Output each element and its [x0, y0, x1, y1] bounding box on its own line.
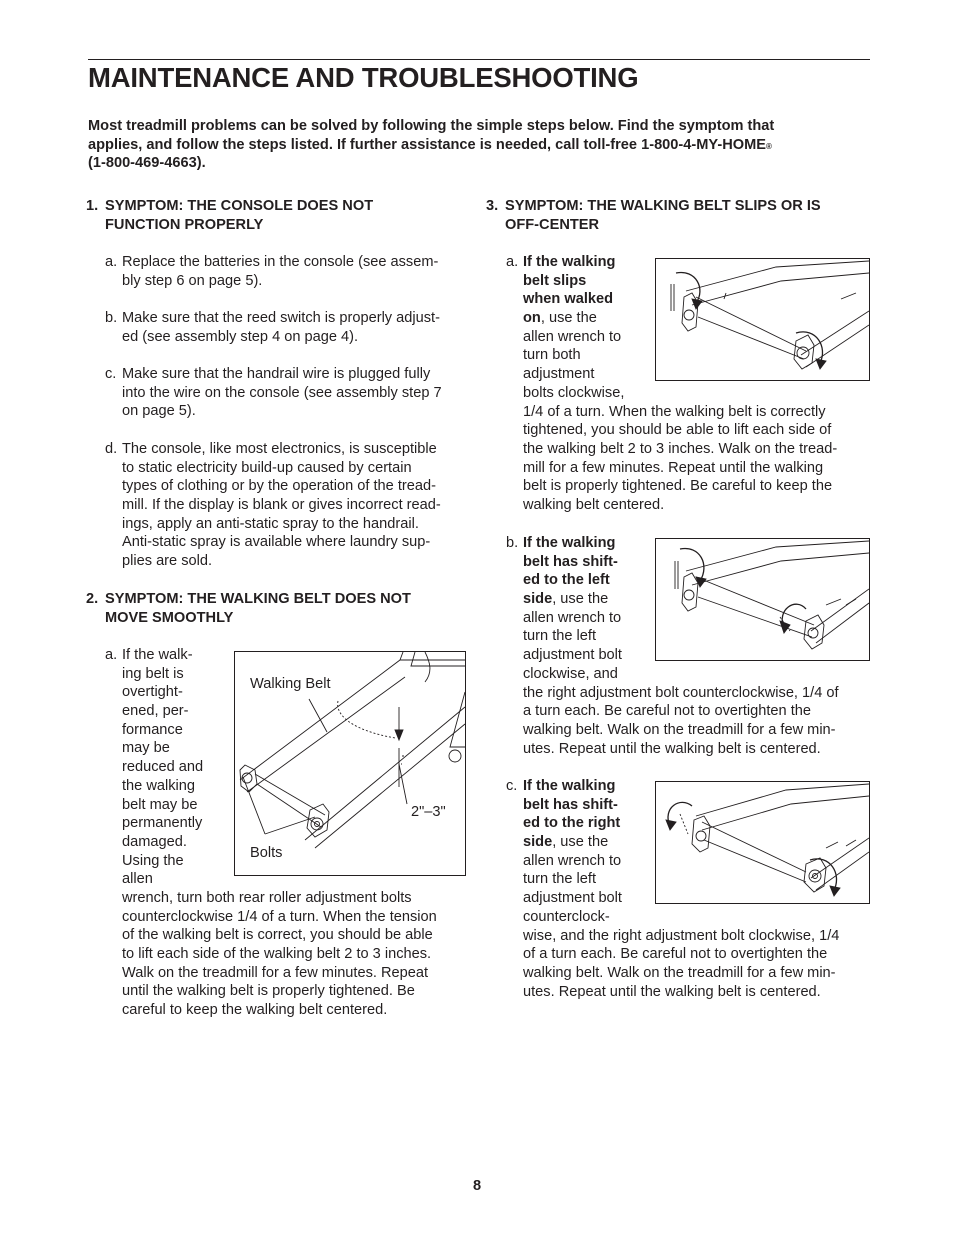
step-text-line: If the walk- [122, 647, 193, 663]
symptom-1-step-a [105, 253, 439, 290]
left-bolt-clockwise-diagram [655, 538, 870, 661]
both-bolts-clockwise-icon [656, 259, 869, 380]
step-text-line: ing belt is [122, 665, 184, 682]
step-text-line: belt may be [122, 796, 198, 813]
step-text-line: Make sure that the reed switch is properly adjust- [122, 310, 440, 326]
step-text-line: turn the left [523, 871, 597, 888]
step-text-line: mill. If the display is blank or gives incorrect read- [122, 497, 441, 514]
step-marker: c. [506, 778, 518, 794]
step-text-line: utes. Repeat until the walking belt is centered. [523, 983, 821, 1000]
step-text-line: allen wrench to [523, 852, 622, 869]
step-text-line: of the walking belt is correct, you should be able [122, 927, 433, 944]
step-text-line: wise, and the right adjustment bolt clockwise, 1/4 [523, 927, 840, 944]
walking-belt-label: Walking Belt [250, 676, 331, 692]
step-marker: d. [105, 441, 118, 457]
intro-line-3: (1-800-469-4663). [88, 155, 206, 172]
step-text-line: careful to keep the walking belt centered. [122, 1002, 388, 1019]
symptom-3-heading [486, 197, 876, 237]
step-marker: b. [105, 310, 118, 326]
step-text-line: Anti-static spray is available where laundry sup- [122, 534, 431, 551]
step-text-line: types of clothing or by the operation of the tread- [122, 478, 436, 495]
step-text-line: on page 5). [122, 403, 196, 420]
symptom-number: 1. [86, 198, 99, 214]
both-bolts-clockwise-diagram [655, 258, 870, 381]
step-marker: a. [105, 254, 118, 270]
symptom-title-line: SYMPTOM: THE CONSOLE DOES NOT [105, 198, 374, 214]
step-text-line: adjustment bolt [523, 647, 622, 664]
step-text-line: If the walking [523, 535, 616, 551]
step-marker: b. [506, 535, 519, 551]
step-text-line: until the walking belt is properly tightened. Be [122, 983, 415, 1000]
step-text-line: when walked [523, 291, 614, 308]
lift-distance-label: 2"–3" [411, 804, 446, 820]
symptom-number: 2. [86, 591, 99, 607]
step-text-line: Using the [122, 852, 184, 869]
symptom-title-line: SYMPTOM: THE WALKING BELT SLIPS OR IS [505, 198, 821, 214]
header-rule [88, 59, 870, 60]
symptom-2-heading [86, 590, 466, 630]
step-text-line: bolts clockwise, [523, 384, 625, 401]
step-text-line: mill for a few minutes. Repeat until the walking [523, 459, 824, 476]
step-text-line: If the walking [523, 778, 616, 794]
symptom-title-line: MOVE SMOOTHLY [105, 609, 234, 626]
step-text-line: reduced and [122, 759, 204, 776]
step-text-line: adjustment [523, 366, 595, 383]
step-text-line: to lift each side of the walking belt 2 to 3 inches. [122, 946, 432, 962]
step-text-line: to static electricity build-up caused by certain [122, 459, 412, 476]
intro-line-2: applies, and follow the steps listed. If further assistance is needed, call toll-free 1-800-4-MY-HOME® [88, 136, 772, 153]
step-text-line: ings, apply an anti-static spray to the handrail. [122, 515, 419, 532]
step-text-line: a turn each. Be careful not to overtighten the [523, 703, 812, 720]
step-text-line: belt is properly tightened. Be careful to keep the [523, 478, 833, 495]
treadmill-belt-diagram [234, 651, 466, 876]
intro-line-1: Most treadmill problems can be solved by following the simple steps below. Find the symptom that [88, 118, 775, 134]
step-text-line: clockwise, and [523, 665, 618, 682]
step-text-line: belt has shift- [523, 553, 618, 570]
right-bolt-clockwise-icon [656, 782, 869, 903]
step-marker: a. [506, 254, 519, 270]
treadmill-belt-icon [235, 652, 465, 875]
step-text-line: tightened, you should be able to lift each side of [523, 422, 832, 439]
step-text-line: side, use the [523, 834, 609, 851]
bolts-label: Bolts [250, 845, 283, 861]
symptom-title-line: FUNCTION PROPERLY [105, 216, 264, 233]
step-text-line: overtight- [122, 684, 183, 701]
step-text-line: damaged. [122, 833, 187, 850]
step-text-line: into the wire on the console (see assembly step 7 [122, 384, 442, 401]
step-text-line: walking belt. Walk on the treadmill for a few min- [523, 964, 836, 981]
step-text-line: The console, like most electronics, is susceptible [122, 441, 437, 457]
right-bolt-clockwise-diagram [655, 781, 870, 904]
step-text-line: ed to the right [523, 815, 621, 832]
symptom-1-heading [86, 197, 466, 237]
step-text-line: bly step 6 on page 5). [122, 272, 263, 289]
step-text-line: the walking belt 2 to 3 inches. Walk on the tread- [523, 440, 838, 457]
step-text-line: walking belt. Walk on the treadmill for a few min- [523, 721, 836, 738]
step-text-line: walking belt centered. [523, 496, 665, 513]
symptom-1-step-d [105, 440, 441, 571]
step-text-line: 1/4 of a turn. When the walking belt is correctly [523, 403, 826, 420]
step-text-line: turn both [523, 347, 581, 364]
step-text-line: plies are sold. [122, 553, 213, 570]
symptom-number: 3. [486, 198, 499, 214]
step-text-line: Make sure that the handrail wire is plugged fully [122, 366, 431, 382]
step-text-line: on, use the [523, 310, 597, 327]
step-text-line: belt has shift- [523, 796, 618, 813]
step-text-line: belt slips [523, 272, 587, 289]
step-text-line: ened, per- [122, 703, 189, 720]
step-text-line: counterclockwise 1/4 of a turn. When the tension [122, 908, 437, 925]
step-text-line: may be [122, 740, 170, 757]
step-marker: a. [105, 647, 118, 663]
intro-paragraph [88, 117, 878, 173]
registered-mark: ® [765, 141, 772, 151]
symptom-title-line: SYMPTOM: THE WALKING BELT DOES NOT [105, 591, 411, 607]
step-text-line: Walk on the treadmill for a few minutes. Repeat [122, 964, 429, 981]
step-text-line: wrench, turn both rear roller adjustment bolts [122, 889, 412, 906]
step-text-line: formance [122, 721, 183, 738]
step-text-line: allen [122, 871, 153, 888]
step-text-line: turn the left [523, 628, 597, 645]
page-title: MAINTENANCE AND TROUBLESHOOTING [88, 62, 639, 93]
page-number: 8 [472, 1178, 482, 1194]
step-text-line: ed (see assembly step 4 on page 4). [122, 328, 359, 345]
step-text-line: the right adjustment bolt counterclockwise, 1/4 of [523, 684, 839, 701]
step-text-line: utes. Repeat until the walking belt is centered. [523, 740, 821, 757]
step-text-line: the walking [122, 777, 196, 794]
step-text-line: permanently [122, 815, 203, 832]
symptom-title-line: OFF-CENTER [505, 216, 600, 233]
step-text-line: allen wrench to [523, 609, 622, 626]
step-text-line: of a turn each. Be careful not to overtighten the [523, 946, 828, 963]
step-text-line: Replace the batteries in the console (see assem- [122, 254, 439, 270]
step-text-line: ed to the left [523, 572, 610, 589]
step-text-line: If the walking [523, 254, 616, 270]
step-text-line: allen wrench to [523, 328, 622, 345]
step-text-line: counterclock- [523, 908, 610, 925]
symptom-1-step-c [105, 365, 442, 421]
symptom-1-step-b [105, 309, 440, 346]
step-text-line: side, use the [523, 591, 609, 608]
step-marker: c. [105, 366, 117, 382]
left-bolt-clockwise-icon [656, 539, 869, 660]
step-text-line: adjustment bolt [523, 890, 622, 907]
